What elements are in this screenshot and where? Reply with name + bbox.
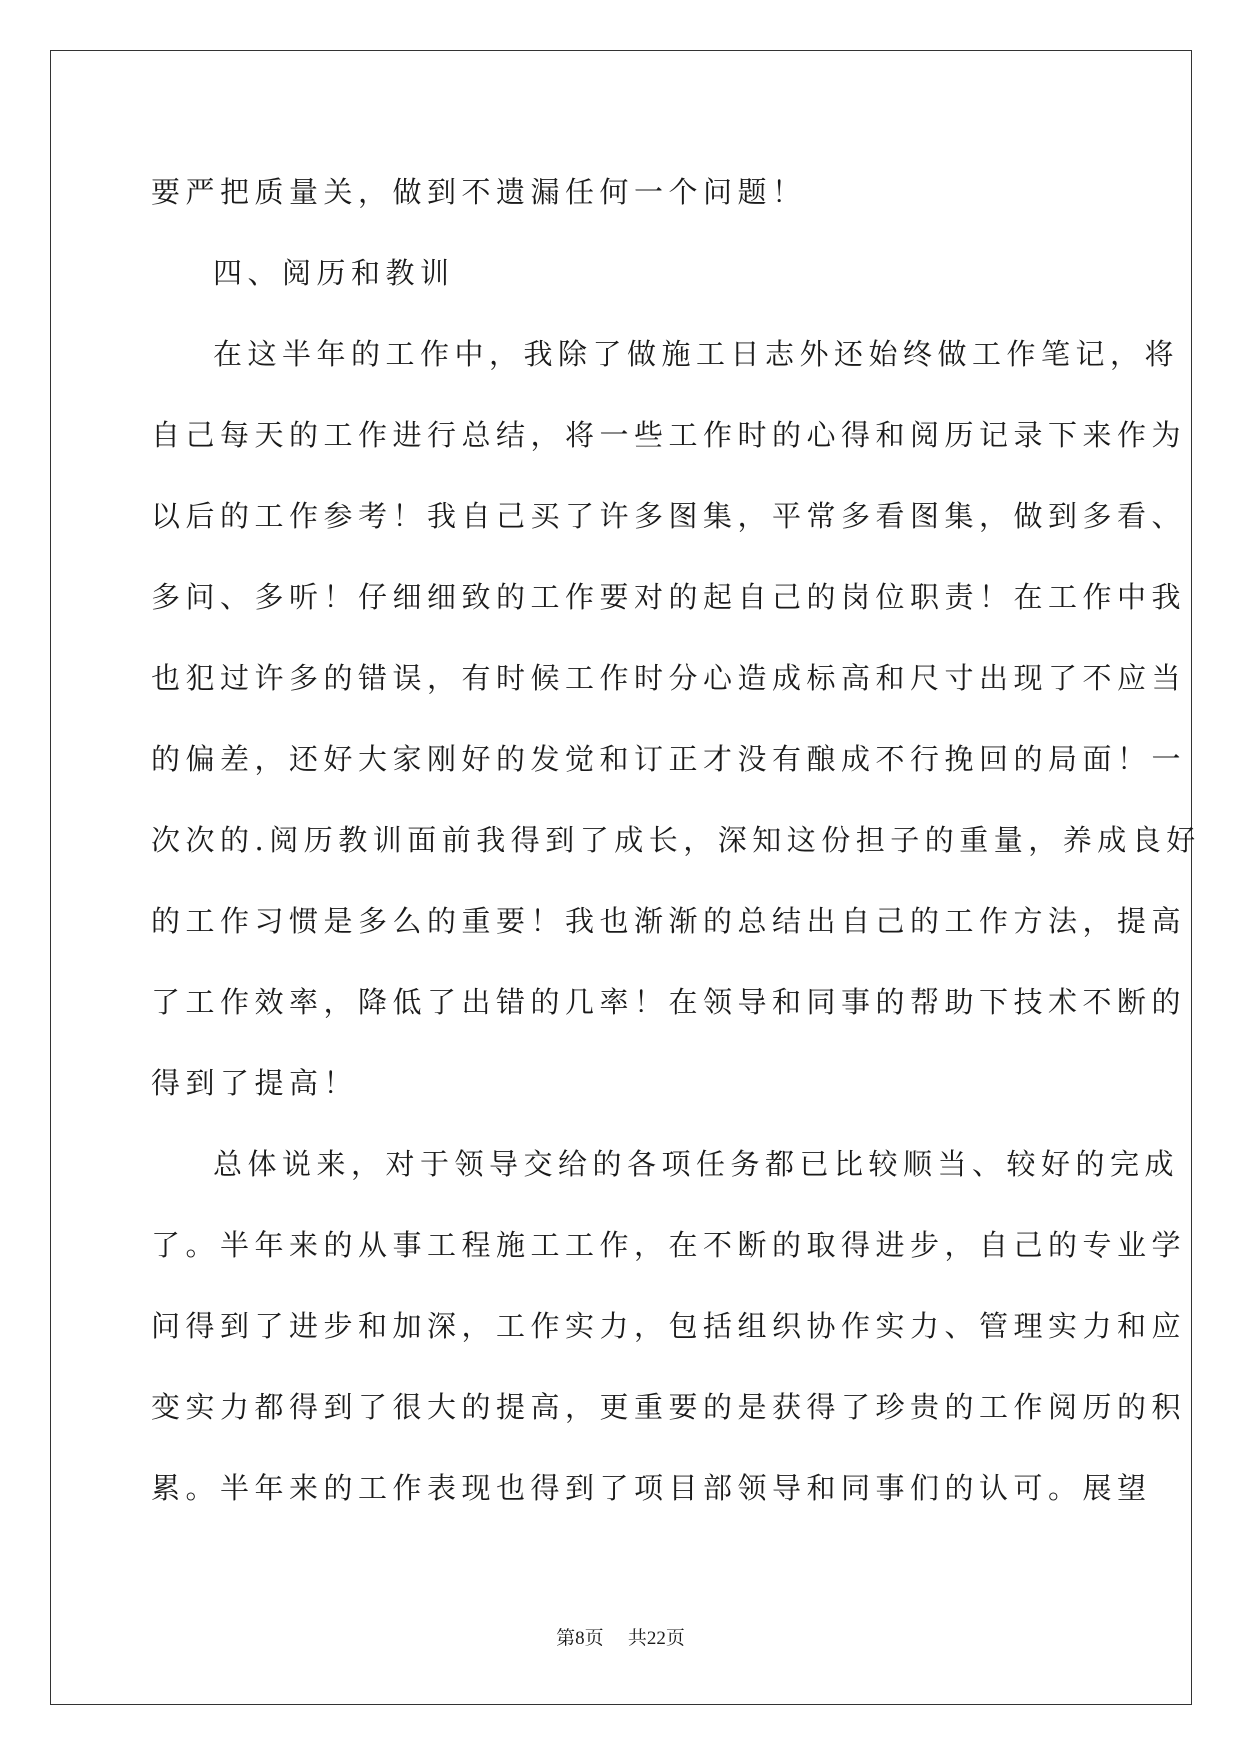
text-line: 也犯过许多的错误，有时候工作时分心造成标高和尺寸出现了不应当 (151, 661, 1187, 695)
text-line: 了。半年来的从事工程施工工作，在不断的取得进步，自己的专业学 (151, 1228, 1187, 1262)
text-line: 变实力都得到了很大的提高，更重要的是获得了珍贵的工作阅历的积 (151, 1390, 1187, 1424)
total-suffix: 页 (665, 1627, 685, 1649)
text-line: 要严把质量关，做到不遗漏任何一个问题！ (151, 175, 807, 209)
document-body (151, 170, 1201, 1547)
text-line: 的偏差，还好大家刚好的发觉和订正才没有酿成不行挽回的局面！一 (151, 742, 1187, 776)
total-pages: 22 (646, 1628, 666, 1649)
text-line: 次次的.阅历教训面前我得到了成长，深知这份担子的重量，养成良好 (151, 823, 1201, 857)
text-line: 以后的工作参考！我自己买了许多图集，平常多看图集，做到多看、 (151, 499, 1187, 533)
section-heading: 四、阅历和教训 (213, 256, 455, 290)
paragraph-start: 在这半年的工作中，我除了做施工日志外还始终做工作笔记，将 (213, 337, 1180, 371)
text-line: 问得到了进步和加深，工作实力，包括组织协作实力、管理实力和应 (151, 1309, 1187, 1343)
total-prefix: 共 (627, 1627, 647, 1649)
text-line: 累。半年来的工作表现也得到了项目部领导和同事们的认可。展望 (151, 1471, 1152, 1505)
page-footer (0, 1625, 1241, 1652)
text-line: 多问、多听！仔细细致的工作要对的起自己的岗位职责！在工作中我 (151, 580, 1187, 614)
text-line: 得到了提高！ (151, 1066, 359, 1100)
paragraph-start: 总体说来，对于领导交给的各项任务都已比较顺当、较好的完成 (213, 1147, 1180, 1181)
text-line: 的工作习惯是多么的重要！我也渐渐的总结出自己的工作方法，提高 (151, 904, 1187, 938)
page-suffix: 页 (584, 1627, 604, 1649)
text-line: 自己每天的工作进行总结，将一些工作时的心得和阅历记录下来作为 (151, 418, 1187, 452)
text-line: 了工作效率，降低了出错的几率！在领导和同事的帮助下技术不断的 (151, 985, 1187, 1019)
page-number: 8 (575, 1628, 585, 1649)
page-prefix: 第 (556, 1627, 576, 1649)
